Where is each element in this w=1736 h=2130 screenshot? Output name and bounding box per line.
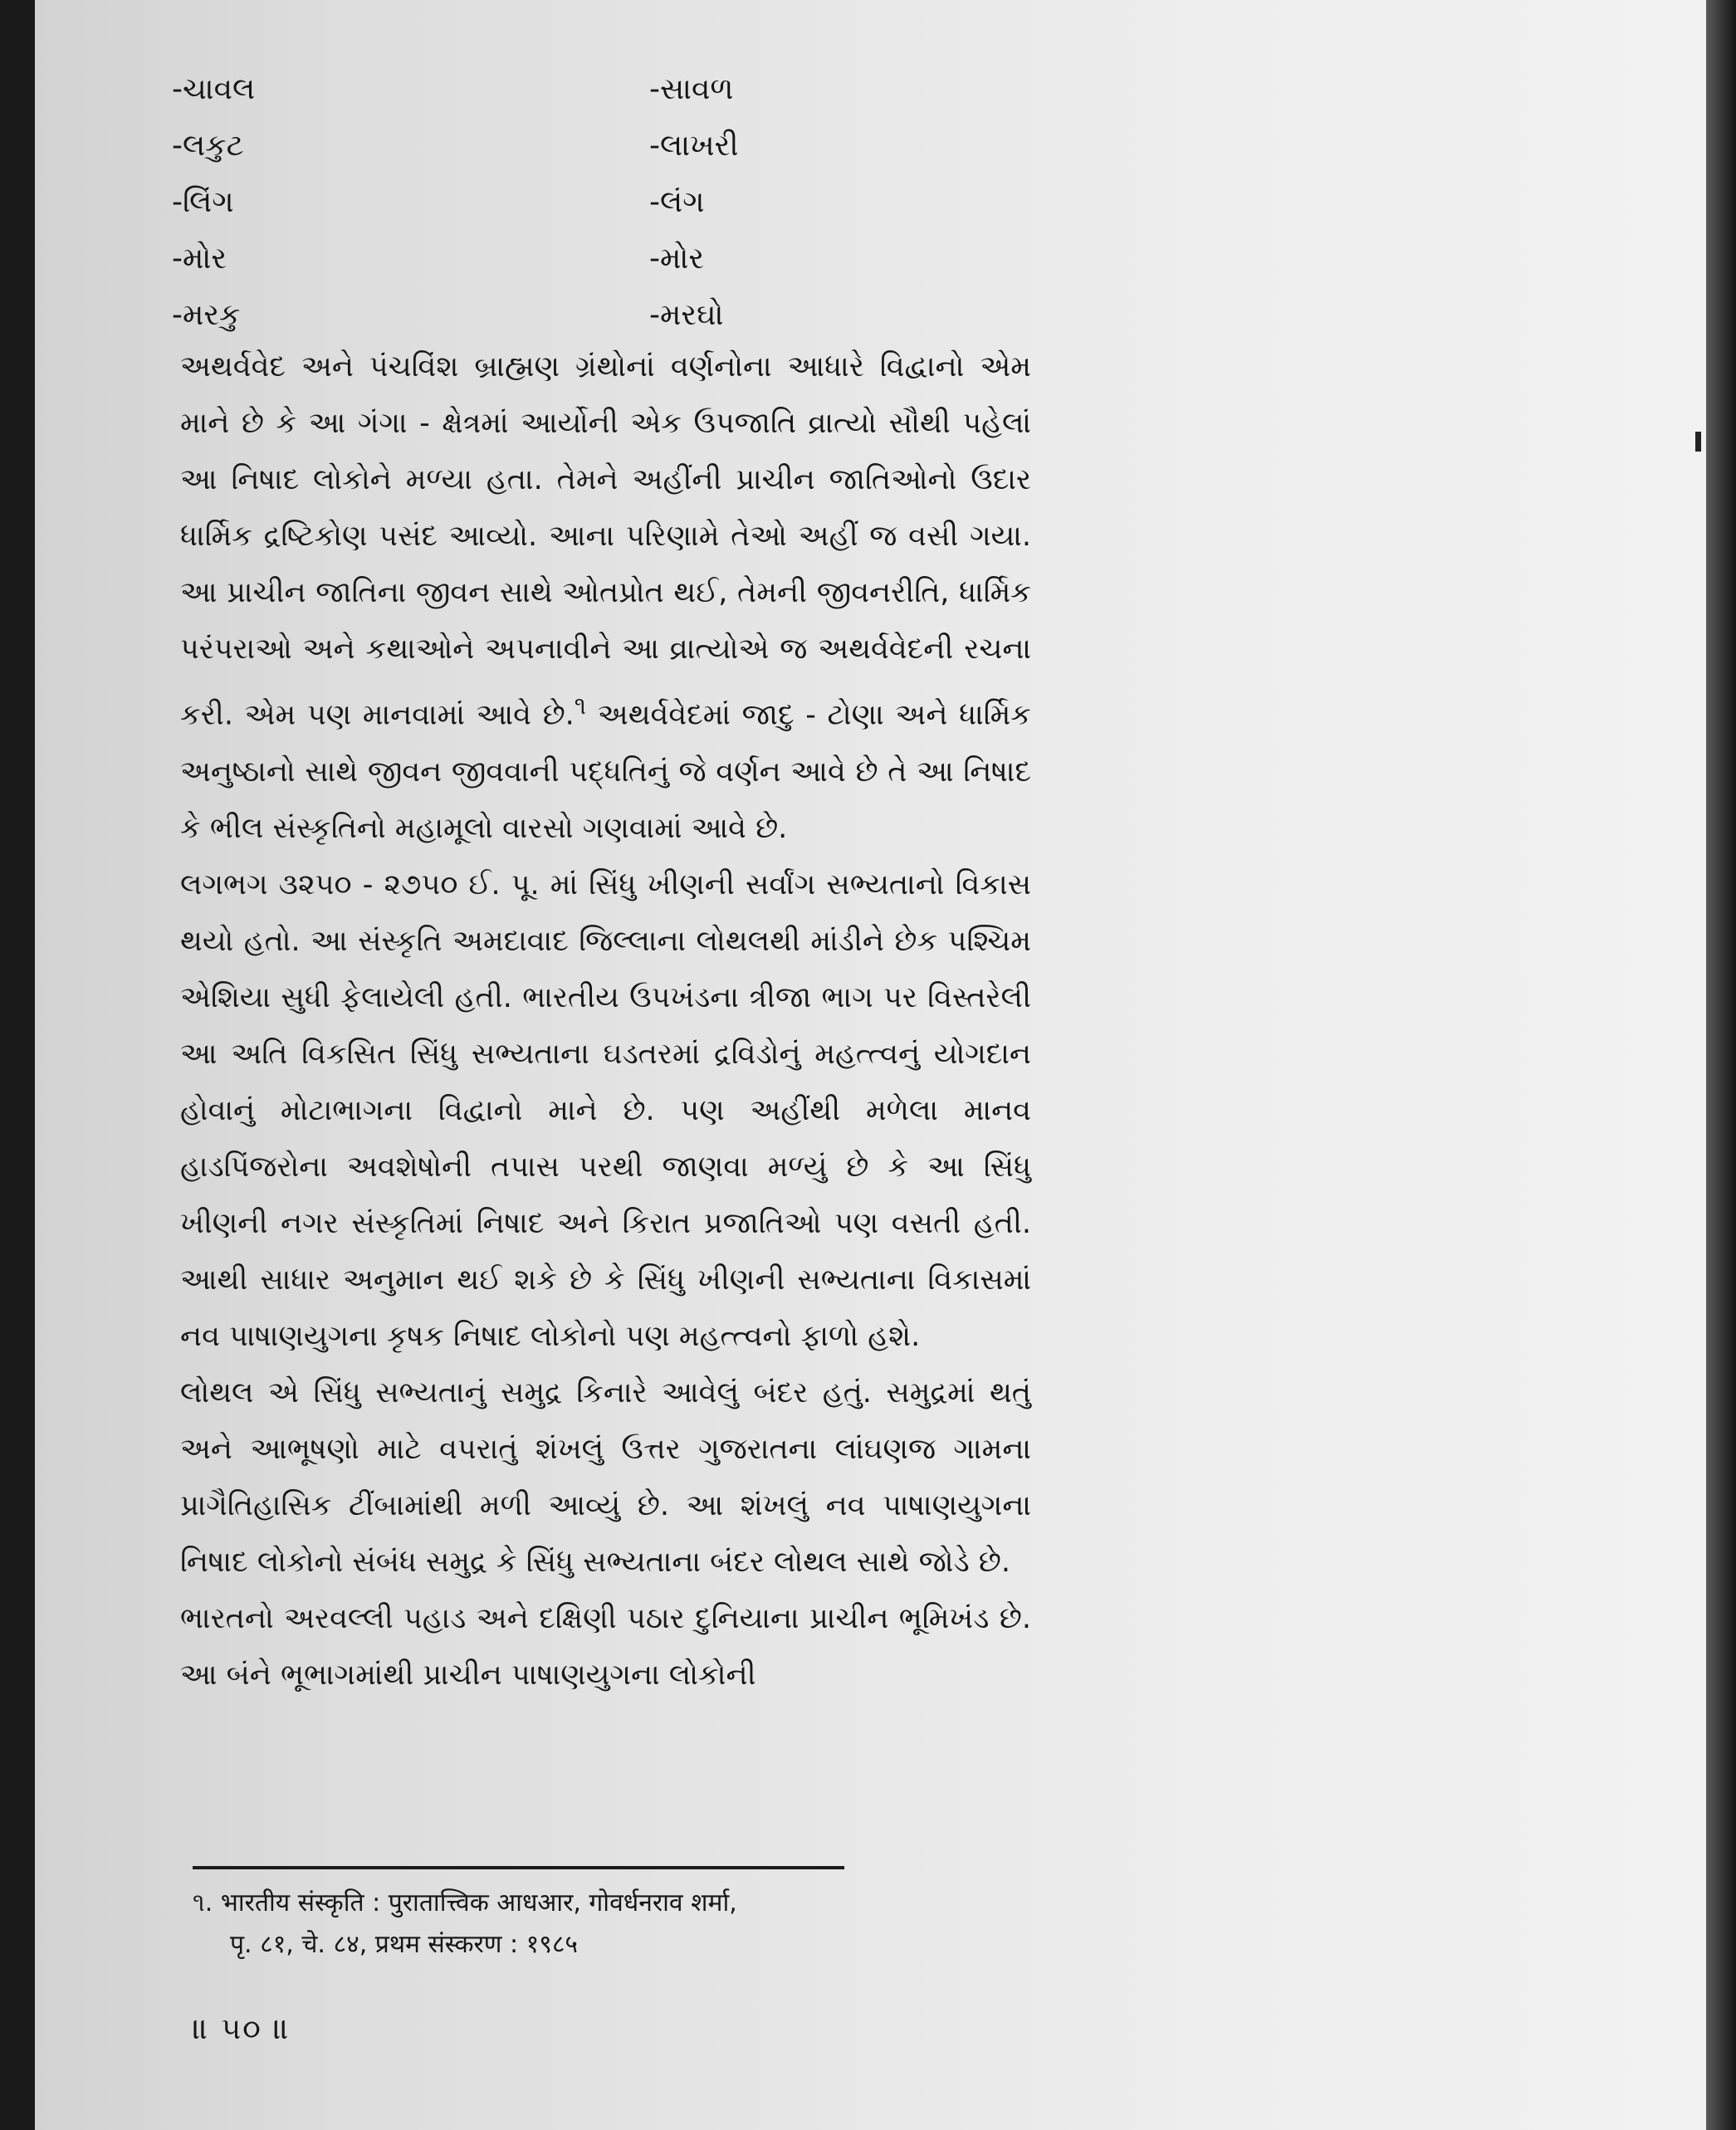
page-number: ॥ ૫૦ ॥ [193, 2012, 291, 2046]
footnote-line: पृ. ८१, चे. ८४, प्रथम संस्करण : १९८५ [230, 1930, 579, 1959]
paragraph-text: લગભગ ૩૨૫૦ - ૨૭૫૦ ઈ. પૂ. માં સિંધુ ખીણની સર્વાંગ સભ્યતાનો વિકાસ થયો હતો. આ સંસ્કૃતિ અમદાવાદ જિલ્લાના લોથલથી માંડીને છેક પશ્ચિમ એશિયા સુધી ફેલાયેલી હતી. ભારતીય ઉપખંડના ત્રીજા ભાગ પર વિસ્તરેલી આ અતિ વિકસિત સિંધુ સભ્યતાના ઘડતરમાં દ્રવિડોનું મહત્ત્વનું યોગદાન હોવાનું મોટાભાગના વિદ્વાનો માને છે. પણ અહીંથી મળેલા માનવ હાડપિંજરોના અવશેષોની તપાસ પરથી જાણવા મળ્યું છે કે આ સિંધુ ખીણની નગર સંસ્કૃતિમાં નિષાદ અને કિરાત પ્રજાતિઓ પણ વસતી હતી. આથી સાધાર અનુમાન થઈ શકે છે કે સિંધુ ખીણની સભ્યતાના વિકાસમાં નવ પાષાણયુગના કૃષક નિષાદ લોકોનો પણ મહત્ત્વનો ફાળો હશે. [180, 867, 1031, 1353]
paragraph-text: લોથલ એ સિંધુ સભ્યતાનું સમુદ્ર કિનારે આવેલું બંદર હતું. સમુદ્રમાં થતું અને આભૂષણો માટે વપરાતું શંખલું ઉત્તર ગુજરાતના લાંઘણજ ગામના પ્રાગૈતિહાસિક ટીંબામાંથી મળી આવ્યું છે. આ શંખલું નવ પાષાણયુગના નિષાદ લોકોનો સંબંધ સમુદ્ર કે સિંધુ સભ્યતાના બંદર લોથલ સાથે જોડે છે. [180, 1375, 1031, 1579]
word-pair-row [172, 61, 1044, 118]
paragraph-lothal [180, 1365, 1031, 1590]
page-right-shadow [1706, 0, 1736, 2130]
word-pair-row [172, 118, 1044, 174]
word-pair-right: -મરઘો [649, 298, 724, 332]
word-pair-row [172, 174, 1044, 231]
word-pair-right: -સાવળ [649, 72, 734, 106]
paragraph-text: અથર્વવેદ અને પંચવિંશ બ્રાહ્મણ ગ્રંથોનાં વર્ણનોના આધારે વિદ્વાનો એમ માને છે કે આ ગંગા - ક્ષેત્રમાં આર્યોની એક ઉપજાતિ વ્રાત્યો સૌથી પહેલાં આ નિષાદ લોકોને મળ્યા હતા. તેમને અહીંની પ્રાચીન જાતિઓનો ઉદાર ધાર્મિક દ્રષ્ટિકોણ પસંદ આવ્યો. આના પરિણામે તેઓ અહીં જ વસી ગયા. આ પ્રાચીન જાતિના જીવન સાથે ઓતપ્રોત થઈ, તેમની જીવનરીતિ, ધાર્મિક પરંપરાઓ અને કથાઓને અપનાવીને આ વ્રાત્યોએ જ અથર્વવેદની રચના કરી. એમ પણ માનવામાં આવે છે. [180, 350, 1031, 732]
scanned-page [35, 0, 1706, 2130]
word-pair-left: -ચાવલ [172, 72, 256, 106]
body-text [180, 339, 1031, 1703]
word-pair-row [172, 231, 1044, 287]
paragraph-atharvaveda [180, 339, 1031, 857]
word-pair-left: -લકુટ [172, 129, 244, 163]
word-pair-left: -લિંગ [172, 185, 234, 219]
footnote [193, 1883, 940, 1966]
page-edge-mark [1695, 432, 1701, 452]
word-pair-right: -લાખરી [649, 129, 739, 163]
word-pair-right: -લંગ [649, 185, 705, 219]
paragraph-indus-valley [180, 857, 1031, 1365]
word-pair-left: -મરકુ [172, 298, 241, 332]
word-pair-right: -મોર [649, 242, 705, 276]
footnote-marker: ૧ [574, 691, 587, 720]
word-pair-row [172, 287, 1044, 344]
paragraph-text: અથર્વવેદમાં જાદુ - ટોણા અને ધાર્મિક અનુષ્ઠાનો સાથે જીવન જીવવાની પદ્ધતિનું જે વર્ણન આવે છે તે આ નિષાદ કે ભીલ સંસ્કૃતિનો મહામૂલો વારસો ગણવામાં આવે છે. [180, 698, 1031, 845]
page-left-shadow [0, 0, 35, 2130]
paragraph-aravalli [180, 1590, 1031, 1703]
paragraph-text: ભારતનો અરવલ્લી પહાડ અને દક્ષિણી પઠાર દુનિયાના પ્રાચીન ભૂમિખંડ છે. આ બંને ભૂભાગમાંથી પ્રાચીન પાષાણયુગના લોકોની [180, 1601, 1031, 1692]
footnote-line: ૧. भारतीय संस्कृति : पुरातात्त्विक आधआर, गोवर्धनराव शर्मा, [193, 1888, 737, 1917]
word-pair-list [172, 61, 1044, 344]
footnote-divider [193, 1866, 844, 1869]
word-pair-left: -મોર [172, 242, 227, 276]
